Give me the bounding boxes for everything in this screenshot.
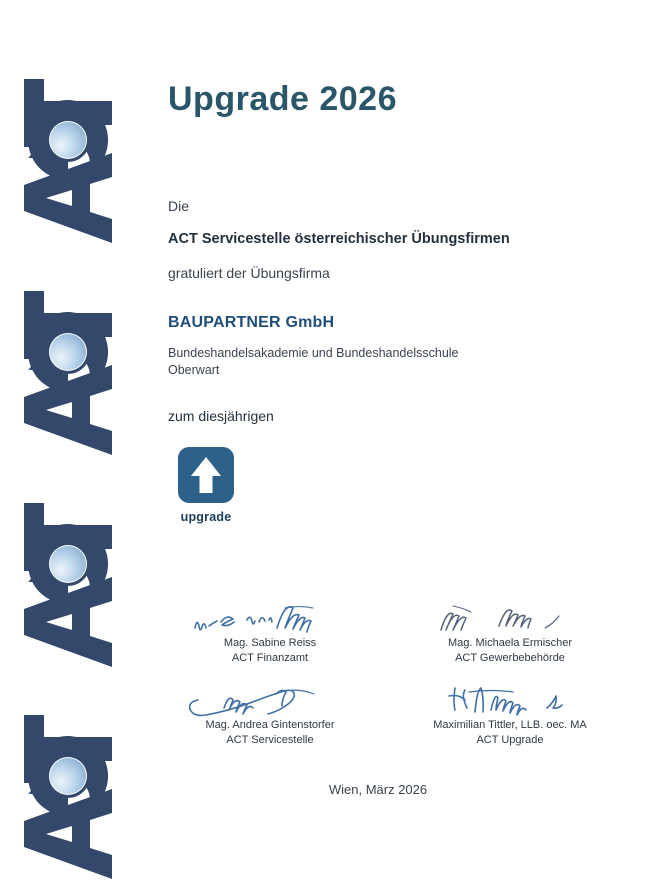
signature-block-maximilian-tittler — [390, 682, 630, 748]
congratulates-line: gratuliert der Übungsfirma — [168, 265, 330, 281]
organisation-name: ACT Servicestelle österreichischer Übungsfirmen — [168, 231, 510, 247]
act-logo-mark — [16, 51, 120, 247]
signature-block-michaela-ermischer — [390, 600, 630, 666]
signature-ink — [150, 682, 390, 718]
signature-row — [150, 682, 630, 748]
signature-name: Mag. Sabine Reiss — [223, 637, 317, 649]
up-arrow-icon — [189, 455, 223, 495]
signature-role: ACT Upgrade — [476, 733, 544, 746]
signature-block-andrea-gintenstorfer — [150, 682, 390, 748]
page-title: Upgrade 2026 — [168, 80, 397, 118]
act-logo-mark — [16, 475, 120, 671]
intro-line: Die — [168, 198, 190, 214]
act-c-ring — [28, 736, 108, 819]
occasion-line: zum diesjährigen — [168, 408, 274, 424]
upgrade-logo — [178, 447, 234, 524]
signature-name: Mag. Michaela Ermischer — [447, 637, 573, 649]
signature-role: ACT Finanzamt — [231, 651, 309, 664]
signature-role: ACT Gewerbebehörde — [455, 651, 565, 664]
act-logo-mark — [16, 263, 120, 459]
act-watermark-row — [8, 0, 128, 883]
signature-ink — [150, 600, 390, 636]
signature-name: Mag. Andrea Gintenstorfer — [205, 718, 335, 731]
recipient-company-name: BAUPARTNER GmbH — [168, 314, 335, 331]
signature-row — [150, 600, 630, 666]
certificate-content — [168, 0, 630, 883]
school-line-1: Bundeshandelsakademie und Bundeshandelsschule — [168, 346, 459, 360]
recipient-school — [168, 345, 459, 379]
signature-block-sabine-reiss — [150, 600, 390, 666]
act-sphere — [50, 334, 86, 370]
signature-grid — [150, 600, 630, 747]
upgrade-badge — [178, 447, 234, 503]
act-sphere — [50, 122, 86, 158]
upgrade-caption: upgrade — [180, 510, 232, 524]
signature-ink — [390, 682, 630, 718]
school-line-2: Oberwart — [168, 362, 220, 377]
signature-ink — [390, 600, 630, 636]
act-sphere — [50, 546, 86, 582]
act-sphere — [50, 758, 86, 794]
signature-role: ACT Servicestelle — [226, 733, 314, 746]
act-watermark-strip — [0, 0, 140, 883]
act-logo-mark — [16, 687, 120, 883]
place-and-date: Wien, März 2026 — [328, 782, 428, 797]
signature-name: Maximilian Tittler, LLB. oec. MA — [433, 718, 587, 731]
